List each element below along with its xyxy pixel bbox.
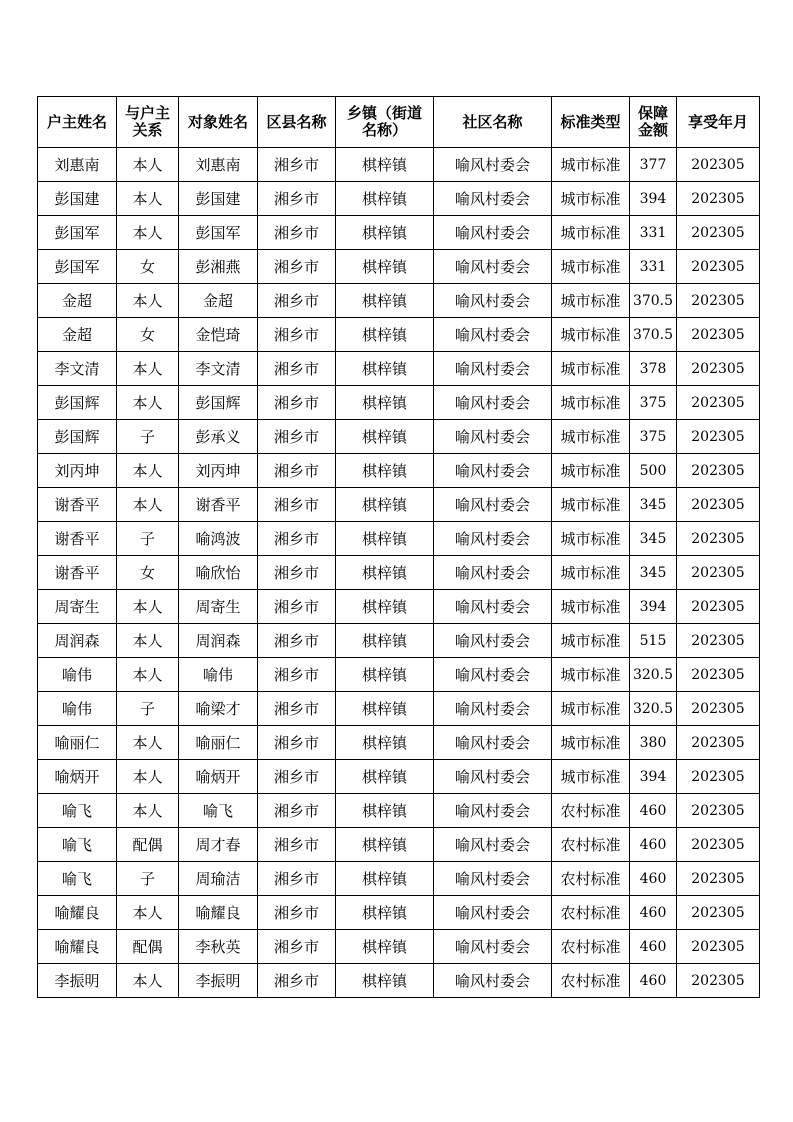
cell-subject-name: 谢香平 — [179, 488, 258, 522]
cell-household-head: 彭国军 — [38, 216, 117, 250]
cell-household-head: 喻炳开 — [38, 760, 117, 794]
cell-township: 棋梓镇 — [336, 318, 434, 352]
table-row — [38, 658, 760, 692]
cell-household-head: 喻飞 — [38, 862, 117, 896]
cell-relation: 本人 — [117, 352, 179, 386]
cell-county: 湘乡市 — [258, 250, 336, 284]
cell-county: 湘乡市 — [258, 692, 336, 726]
table-row — [38, 250, 760, 284]
cell-standard-type: 城市标准 — [552, 454, 630, 488]
cell-township: 棋梓镇 — [336, 828, 434, 862]
cell-amount: 375 — [630, 386, 677, 420]
cell-community: 喻风村委会 — [434, 284, 552, 318]
cell-township: 棋梓镇 — [336, 556, 434, 590]
header-relation-line1: 与户主 — [124, 104, 170, 122]
cell-standard-type: 城市标准 — [552, 658, 630, 692]
cell-relation: 配偶 — [117, 828, 179, 862]
cell-county: 湘乡市 — [258, 862, 336, 896]
cell-subject-name: 喻飞 — [179, 794, 258, 828]
header-amount-line1: 保障 — [637, 104, 668, 122]
cell-county: 湘乡市 — [258, 590, 336, 624]
cell-community: 喻风村委会 — [434, 556, 552, 590]
cell-month: 202305 — [677, 794, 760, 828]
cell-subject-name: 彭承义 — [179, 420, 258, 454]
cell-standard-type: 城市标准 — [552, 726, 630, 760]
header-community: 社区名称 — [434, 97, 552, 148]
cell-county: 湘乡市 — [258, 964, 336, 998]
table-row — [38, 148, 760, 182]
cell-relation: 子 — [117, 522, 179, 556]
cell-relation: 子 — [117, 862, 179, 896]
table-row — [38, 862, 760, 896]
cell-month: 202305 — [677, 420, 760, 454]
cell-month: 202305 — [677, 284, 760, 318]
cell-community: 喻风村委会 — [434, 352, 552, 386]
table-row — [38, 352, 760, 386]
cell-amount: 345 — [630, 488, 677, 522]
header-relation — [117, 97, 179, 148]
cell-township: 棋梓镇 — [336, 726, 434, 760]
cell-household-head: 喻丽仁 — [38, 726, 117, 760]
cell-household-head: 谢香平 — [38, 522, 117, 556]
cell-amount: 394 — [630, 590, 677, 624]
cell-month: 202305 — [677, 488, 760, 522]
cell-community: 喻风村委会 — [434, 760, 552, 794]
cell-township: 棋梓镇 — [336, 420, 434, 454]
cell-amount: 394 — [630, 182, 677, 216]
cell-county: 湘乡市 — [258, 522, 336, 556]
cell-community: 喻风村委会 — [434, 488, 552, 522]
cell-community: 喻风村委会 — [434, 930, 552, 964]
cell-standard-type: 城市标准 — [552, 522, 630, 556]
cell-standard-type: 农村标准 — [552, 964, 630, 998]
cell-township: 棋梓镇 — [336, 624, 434, 658]
cell-amount: 460 — [630, 964, 677, 998]
cell-household-head: 彭国军 — [38, 250, 117, 284]
cell-relation: 本人 — [117, 624, 179, 658]
table-row — [38, 318, 760, 352]
cell-township: 棋梓镇 — [336, 658, 434, 692]
header-relation-line2: 关系 — [132, 121, 163, 139]
table-row — [38, 488, 760, 522]
cell-relation: 本人 — [117, 964, 179, 998]
cell-township: 棋梓镇 — [336, 284, 434, 318]
cell-community: 喻风村委会 — [434, 590, 552, 624]
cell-amount: 380 — [630, 726, 677, 760]
cell-month: 202305 — [677, 318, 760, 352]
cell-subject-name: 刘惠南 — [179, 148, 258, 182]
cell-amount: 378 — [630, 352, 677, 386]
cell-month: 202305 — [677, 148, 760, 182]
allowance-table — [37, 96, 760, 998]
cell-community: 喻风村委会 — [434, 420, 552, 454]
cell-amount: 345 — [630, 522, 677, 556]
header-amount-line2: 金额 — [637, 121, 668, 139]
cell-amount: 460 — [630, 896, 677, 930]
cell-relation: 子 — [117, 692, 179, 726]
table-body — [38, 148, 760, 998]
cell-township: 棋梓镇 — [336, 216, 434, 250]
cell-county: 湘乡市 — [258, 930, 336, 964]
cell-county: 湘乡市 — [258, 624, 336, 658]
cell-amount: 375 — [630, 420, 677, 454]
cell-relation: 本人 — [117, 794, 179, 828]
cell-household-head: 喻飞 — [38, 828, 117, 862]
table-row — [38, 420, 760, 454]
cell-household-head: 喻伟 — [38, 692, 117, 726]
cell-subject-name: 彭湘燕 — [179, 250, 258, 284]
table-row — [38, 522, 760, 556]
cell-month: 202305 — [677, 522, 760, 556]
cell-township: 棋梓镇 — [336, 352, 434, 386]
cell-standard-type: 城市标准 — [552, 760, 630, 794]
cell-community: 喻风村委会 — [434, 862, 552, 896]
cell-subject-name: 喻欣怡 — [179, 556, 258, 590]
cell-township: 棋梓镇 — [336, 862, 434, 896]
cell-month: 202305 — [677, 726, 760, 760]
cell-township: 棋梓镇 — [336, 488, 434, 522]
cell-standard-type: 城市标准 — [552, 386, 630, 420]
cell-county: 湘乡市 — [258, 760, 336, 794]
cell-relation: 本人 — [117, 760, 179, 794]
cell-subject-name: 喻鸿波 — [179, 522, 258, 556]
table-row — [38, 692, 760, 726]
cell-month: 202305 — [677, 828, 760, 862]
table-row — [38, 964, 760, 998]
cell-community: 喻风村委会 — [434, 896, 552, 930]
cell-standard-type: 农村标准 — [552, 930, 630, 964]
cell-household-head: 金超 — [38, 318, 117, 352]
cell-relation: 本人 — [117, 454, 179, 488]
cell-household-head: 喻耀良 — [38, 896, 117, 930]
cell-month: 202305 — [677, 896, 760, 930]
cell-amount: 460 — [630, 794, 677, 828]
cell-county: 湘乡市 — [258, 386, 336, 420]
cell-relation: 本人 — [117, 488, 179, 522]
cell-subject-name: 周瑜洁 — [179, 862, 258, 896]
table-row — [38, 590, 760, 624]
table-row — [38, 454, 760, 488]
cell-county: 湘乡市 — [258, 896, 336, 930]
cell-amount: 370.5 — [630, 284, 677, 318]
cell-month: 202305 — [677, 862, 760, 896]
cell-township: 棋梓镇 — [336, 692, 434, 726]
cell-township: 棋梓镇 — [336, 794, 434, 828]
cell-community: 喻风村委会 — [434, 386, 552, 420]
cell-township: 棋梓镇 — [336, 454, 434, 488]
cell-standard-type: 城市标准 — [552, 148, 630, 182]
header-township-line1: 乡镇（街道 — [346, 104, 422, 122]
cell-month: 202305 — [677, 964, 760, 998]
cell-relation: 本人 — [117, 148, 179, 182]
cell-township: 棋梓镇 — [336, 930, 434, 964]
table-row — [38, 896, 760, 930]
cell-standard-type: 城市标准 — [552, 216, 630, 250]
cell-standard-type: 城市标准 — [552, 624, 630, 658]
cell-amount: 394 — [630, 760, 677, 794]
header-household-head: 户主姓名 — [38, 97, 117, 148]
cell-month: 202305 — [677, 930, 760, 964]
cell-household-head: 李文清 — [38, 352, 117, 386]
header-township-line2: 名称） — [361, 121, 407, 139]
cell-township: 棋梓镇 — [336, 386, 434, 420]
cell-amount: 331 — [630, 250, 677, 284]
cell-subject-name: 周才春 — [179, 828, 258, 862]
cell-amount: 460 — [630, 862, 677, 896]
cell-county: 湘乡市 — [258, 216, 336, 250]
table-row — [38, 624, 760, 658]
cell-community: 喻风村委会 — [434, 828, 552, 862]
cell-subject-name: 喻炳开 — [179, 760, 258, 794]
cell-county: 湘乡市 — [258, 556, 336, 590]
table-row — [38, 386, 760, 420]
cell-community: 喻风村委会 — [434, 148, 552, 182]
cell-relation: 女 — [117, 318, 179, 352]
table-row — [38, 828, 760, 862]
cell-subject-name: 彭国辉 — [179, 386, 258, 420]
cell-relation: 女 — [117, 556, 179, 590]
cell-township: 棋梓镇 — [336, 148, 434, 182]
cell-month: 202305 — [677, 556, 760, 590]
cell-relation: 本人 — [117, 590, 179, 624]
cell-county: 湘乡市 — [258, 284, 336, 318]
cell-county: 湘乡市 — [258, 794, 336, 828]
cell-household-head: 谢香平 — [38, 488, 117, 522]
cell-household-head: 彭国辉 — [38, 386, 117, 420]
cell-township: 棋梓镇 — [336, 760, 434, 794]
cell-subject-name: 彭国建 — [179, 182, 258, 216]
cell-subject-name: 喻丽仁 — [179, 726, 258, 760]
cell-county: 湘乡市 — [258, 148, 336, 182]
cell-standard-type: 城市标准 — [552, 182, 630, 216]
table-row — [38, 556, 760, 590]
cell-community: 喻风村委会 — [434, 216, 552, 250]
cell-county: 湘乡市 — [258, 420, 336, 454]
cell-community: 喻风村委会 — [434, 522, 552, 556]
cell-standard-type: 城市标准 — [552, 284, 630, 318]
cell-township: 棋梓镇 — [336, 964, 434, 998]
cell-subject-name: 金恺琦 — [179, 318, 258, 352]
cell-household-head: 刘丙坤 — [38, 454, 117, 488]
cell-subject-name: 喻伟 — [179, 658, 258, 692]
table-row — [38, 182, 760, 216]
cell-county: 湘乡市 — [258, 352, 336, 386]
cell-relation: 子 — [117, 420, 179, 454]
table-header-row — [38, 97, 760, 148]
cell-month: 202305 — [677, 250, 760, 284]
cell-household-head: 彭国辉 — [38, 420, 117, 454]
cell-subject-name: 周寄生 — [179, 590, 258, 624]
cell-household-head: 喻伟 — [38, 658, 117, 692]
table-row — [38, 794, 760, 828]
table-row — [38, 760, 760, 794]
cell-community: 喻风村委会 — [434, 318, 552, 352]
cell-month: 202305 — [677, 454, 760, 488]
cell-household-head: 喻耀良 — [38, 930, 117, 964]
cell-subject-name: 喻耀良 — [179, 896, 258, 930]
cell-community: 喻风村委会 — [434, 182, 552, 216]
cell-township: 棋梓镇 — [336, 522, 434, 556]
cell-amount: 320.5 — [630, 692, 677, 726]
cell-month: 202305 — [677, 386, 760, 420]
cell-community: 喻风村委会 — [434, 964, 552, 998]
cell-month: 202305 — [677, 760, 760, 794]
cell-household-head: 周润森 — [38, 624, 117, 658]
cell-household-head: 刘惠南 — [38, 148, 117, 182]
cell-relation: 本人 — [117, 726, 179, 760]
cell-community: 喻风村委会 — [434, 692, 552, 726]
cell-amount: 515 — [630, 624, 677, 658]
cell-township: 棋梓镇 — [336, 250, 434, 284]
cell-amount: 460 — [630, 930, 677, 964]
cell-household-head: 谢香平 — [38, 556, 117, 590]
cell-county: 湘乡市 — [258, 318, 336, 352]
cell-county: 湘乡市 — [258, 182, 336, 216]
cell-subject-name: 李秋英 — [179, 930, 258, 964]
table-row — [38, 284, 760, 318]
cell-county: 湘乡市 — [258, 828, 336, 862]
cell-standard-type: 农村标准 — [552, 896, 630, 930]
cell-standard-type: 农村标准 — [552, 862, 630, 896]
cell-month: 202305 — [677, 692, 760, 726]
cell-county: 湘乡市 — [258, 726, 336, 760]
cell-standard-type: 城市标准 — [552, 692, 630, 726]
cell-relation: 配偶 — [117, 930, 179, 964]
header-township — [336, 97, 434, 148]
cell-community: 喻风村委会 — [434, 726, 552, 760]
cell-amount: 345 — [630, 556, 677, 590]
cell-county: 湘乡市 — [258, 454, 336, 488]
cell-subject-name: 喻梁才 — [179, 692, 258, 726]
allowance-table-container — [37, 96, 759, 998]
cell-county: 湘乡市 — [258, 658, 336, 692]
cell-subject-name: 彭国军 — [179, 216, 258, 250]
cell-standard-type: 农村标准 — [552, 828, 630, 862]
cell-household-head: 金超 — [38, 284, 117, 318]
table-row — [38, 726, 760, 760]
cell-amount: 460 — [630, 828, 677, 862]
cell-amount: 377 — [630, 148, 677, 182]
cell-household-head: 喻飞 — [38, 794, 117, 828]
cell-relation: 本人 — [117, 896, 179, 930]
cell-standard-type: 城市标准 — [552, 420, 630, 454]
cell-standard-type: 城市标准 — [552, 556, 630, 590]
cell-month: 202305 — [677, 590, 760, 624]
cell-relation: 女 — [117, 250, 179, 284]
cell-amount: 500 — [630, 454, 677, 488]
cell-amount: 370.5 — [630, 318, 677, 352]
cell-subject-name: 刘丙坤 — [179, 454, 258, 488]
cell-amount: 320.5 — [630, 658, 677, 692]
cell-standard-type: 城市标准 — [552, 488, 630, 522]
cell-county: 湘乡市 — [258, 488, 336, 522]
cell-month: 202305 — [677, 352, 760, 386]
cell-subject-name: 李振明 — [179, 964, 258, 998]
cell-household-head: 彭国建 — [38, 182, 117, 216]
cell-standard-type: 城市标准 — [552, 318, 630, 352]
header-standard-type: 标准类型 — [552, 97, 630, 148]
cell-community: 喻风村委会 — [434, 250, 552, 284]
cell-household-head: 周寄生 — [38, 590, 117, 624]
cell-standard-type: 城市标准 — [552, 352, 630, 386]
cell-month: 202305 — [677, 658, 760, 692]
cell-month: 202305 — [677, 624, 760, 658]
cell-relation: 本人 — [117, 284, 179, 318]
header-month: 享受年月 — [677, 97, 760, 148]
cell-township: 棋梓镇 — [336, 182, 434, 216]
cell-community: 喻风村委会 — [434, 794, 552, 828]
cell-community: 喻风村委会 — [434, 624, 552, 658]
cell-standard-type: 城市标准 — [552, 250, 630, 284]
table-row — [38, 930, 760, 964]
cell-standard-type: 城市标准 — [552, 590, 630, 624]
cell-subject-name: 李文清 — [179, 352, 258, 386]
cell-relation: 本人 — [117, 386, 179, 420]
cell-township: 棋梓镇 — [336, 590, 434, 624]
header-subject-name: 对象姓名 — [179, 97, 258, 148]
cell-household-head: 李振明 — [38, 964, 117, 998]
cell-subject-name: 周润森 — [179, 624, 258, 658]
cell-relation: 本人 — [117, 182, 179, 216]
cell-amount: 331 — [630, 216, 677, 250]
cell-relation: 本人 — [117, 658, 179, 692]
cell-relation: 本人 — [117, 216, 179, 250]
header-amount — [630, 97, 677, 148]
header-county: 区县名称 — [258, 97, 336, 148]
cell-standard-type: 农村标准 — [552, 794, 630, 828]
cell-month: 202305 — [677, 216, 760, 250]
cell-community: 喻风村委会 — [434, 658, 552, 692]
cell-subject-name: 金超 — [179, 284, 258, 318]
cell-month: 202305 — [677, 182, 760, 216]
cell-community: 喻风村委会 — [434, 454, 552, 488]
table-row — [38, 216, 760, 250]
cell-township: 棋梓镇 — [336, 896, 434, 930]
